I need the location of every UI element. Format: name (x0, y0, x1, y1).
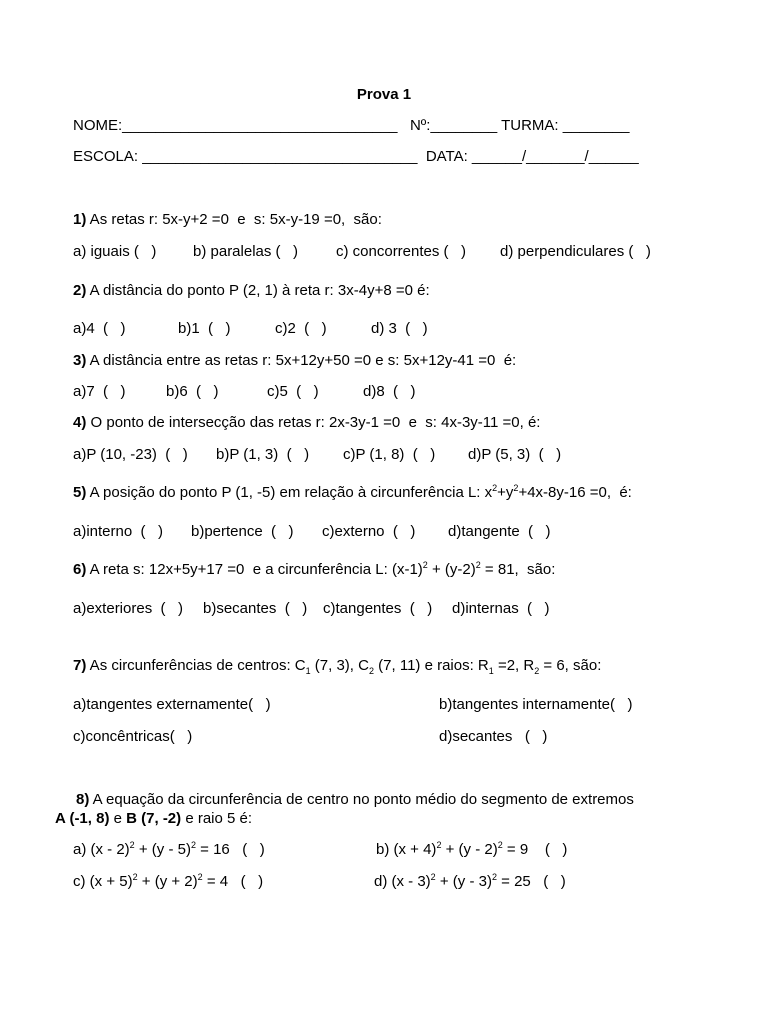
q3-option-a[interactable]: a)7 ( ) (73, 383, 126, 400)
q6-option-d[interactable]: d)internas ( ) (452, 600, 550, 617)
q8-option-b[interactable] (376, 841, 567, 859)
q5-option-d[interactable]: d)tangente ( ) (448, 523, 551, 540)
question-2 (73, 282, 430, 300)
q7-option-d[interactable]: d)secantes ( ) (439, 728, 548, 745)
q5-option-b[interactable]: b)pertence ( ) (191, 523, 294, 540)
equation-part: d) (x - 3) (374, 873, 431, 890)
question-8-continued (55, 810, 252, 828)
equation-part: + (y - 3) (435, 873, 492, 890)
equation-part: c) (x + 5) (73, 873, 133, 890)
exponent: 2 (129, 840, 135, 850)
point-b: B (7, -2) (126, 810, 182, 827)
q8-option-c[interactable] (73, 873, 263, 891)
q2-option-d[interactable]: d) 3 ( ) (371, 320, 428, 337)
question-number: 2) (73, 282, 87, 299)
question-number: 1) (73, 211, 87, 228)
equation-part: = 16 ( ) (195, 841, 265, 858)
exponent: 2 (190, 840, 196, 850)
question-text: A posição do ponto P (1, -5) em relação à circunferência L: x (86, 484, 493, 501)
question-text: (7, 11) e raios: R (374, 657, 489, 674)
q1-option-c[interactable]: c) concorrentes ( ) (336, 243, 467, 260)
q6-option-c[interactable]: c)tangentes ( ) (323, 600, 433, 617)
question-7 (73, 657, 601, 675)
question-number: 7) (73, 657, 87, 674)
q2-option-a[interactable]: a)4 ( ) (73, 320, 126, 337)
question-text: O ponto de intersecção das retas r: 2x-3y-1 =0 e s: 4x-3y-11 =0, é: (86, 414, 541, 431)
question-text: As retas r: 5x-y+2 =0 e s: 5x-y-19 =0, são: (86, 211, 382, 228)
exponent: 2 (513, 483, 519, 493)
equation-part: + (y - 2) (441, 841, 498, 858)
question-text: A distância do ponto P (2, 1) à reta r: 3x-4y+8 =0 é: (86, 282, 430, 299)
question-text: e raio 5 é: (181, 810, 253, 827)
question-text: + (y-2) (427, 561, 476, 578)
equation-part: + (y - 5) (134, 841, 191, 858)
q2-option-b[interactable]: b)1 ( ) (178, 320, 231, 337)
question-number: 5) (73, 484, 87, 501)
question-text: +y (497, 484, 514, 501)
subscript: 2 (534, 666, 540, 676)
question-text: A reta s: 12x+5y+17 =0 e a circunferência L: (x-1) (86, 561, 423, 578)
exponent: 2 (430, 872, 436, 882)
q8-option-d[interactable] (374, 873, 566, 891)
question-text: A equação da circunferência de centro no ponto médio do segmento de extremos (89, 791, 634, 808)
question-text: e (109, 810, 127, 827)
equation-part: = 25 ( ) (496, 873, 566, 890)
q4-option-d[interactable]: d)P (5, 3) ( ) (468, 446, 562, 463)
q1-option-a[interactable]: a) iguais ( ) (73, 243, 157, 260)
question-text: = 6, são: (539, 657, 602, 674)
q4-option-a[interactable]: a)P (10, -23) ( ) (73, 446, 188, 463)
exponent: 2 (491, 872, 497, 882)
equation-part: + (y + 2) (137, 873, 198, 890)
question-3 (73, 352, 516, 370)
q1-option-b[interactable]: b) paralelas ( ) (193, 243, 299, 260)
exponent: 2 (492, 483, 498, 493)
subscript: 1 (305, 666, 311, 676)
question-text: = 81, são: (480, 561, 556, 578)
question-number: 6) (73, 561, 87, 578)
q8-option-a[interactable] (73, 841, 265, 859)
q7-option-c[interactable]: c)concêntricas( ) (73, 728, 193, 745)
equation-part: = 4 ( ) (202, 873, 264, 890)
q5-option-a[interactable]: a)interno ( ) (73, 523, 164, 540)
q2-option-c[interactable]: c)2 ( ) (275, 320, 327, 337)
equation-part: = 9 ( ) (502, 841, 568, 858)
school-field-line[interactable]: ESCOLA: _________________________________ DATA: ______/_______/______ (73, 148, 639, 165)
subscript: 1 (488, 666, 494, 676)
exponent: 2 (132, 872, 138, 882)
q3-option-d[interactable]: d)8 ( ) (363, 383, 416, 400)
q4-option-b[interactable]: b)P (1, 3) ( ) (216, 446, 310, 463)
name-field-line[interactable]: NOME:_________________________________ Nº:________ TURMA: ________ (73, 117, 630, 134)
question-1 (73, 211, 382, 229)
q1-option-d[interactable]: d) perpendiculares ( ) (500, 243, 651, 260)
q3-option-c[interactable]: c)5 ( ) (267, 383, 319, 400)
q7-option-b[interactable]: b)tangentes internamente( ) (439, 696, 633, 713)
exponent: 2 (436, 840, 442, 850)
question-text: =2, R (493, 657, 535, 674)
question-number: 4) (73, 414, 87, 431)
q3-option-b[interactable]: b)6 ( ) (166, 383, 219, 400)
q7-option-a[interactable]: a)tangentes externamente( ) (73, 696, 271, 713)
equation-part: a) (x - 2) (73, 841, 130, 858)
question-number: 3) (73, 352, 87, 369)
equation-part: b) (x + 4) (376, 841, 437, 858)
q4-option-c[interactable]: c)P (1, 8) ( ) (343, 446, 436, 463)
exponent: 2 (497, 840, 503, 850)
question-text: +4x-8y-16 =0, é: (518, 484, 632, 501)
question-6 (73, 561, 555, 579)
q6-option-a[interactable]: a)exteriores ( ) (73, 600, 184, 617)
point-a: A (-1, 8) (55, 810, 110, 827)
question-text: (7, 3), C (310, 657, 369, 674)
question-5 (73, 484, 632, 502)
exponent: 2 (475, 560, 481, 570)
question-8 (76, 791, 634, 809)
subscript: 2 (368, 666, 374, 676)
exponent: 2 (422, 560, 428, 570)
question-text: As circunferências de centros: C (86, 657, 306, 674)
question-4 (73, 414, 540, 432)
q6-option-b[interactable]: b)secantes ( ) (203, 600, 308, 617)
q5-option-c[interactable]: c)externo ( ) (322, 523, 416, 540)
question-number: 8) (76, 791, 90, 808)
question-text: A distância entre as retas r: 5x+12y+50 =0 e s: 5x+12y-41 =0 é: (86, 352, 517, 369)
exponent: 2 (197, 872, 203, 882)
page-title: Prova 1 (356, 86, 412, 103)
